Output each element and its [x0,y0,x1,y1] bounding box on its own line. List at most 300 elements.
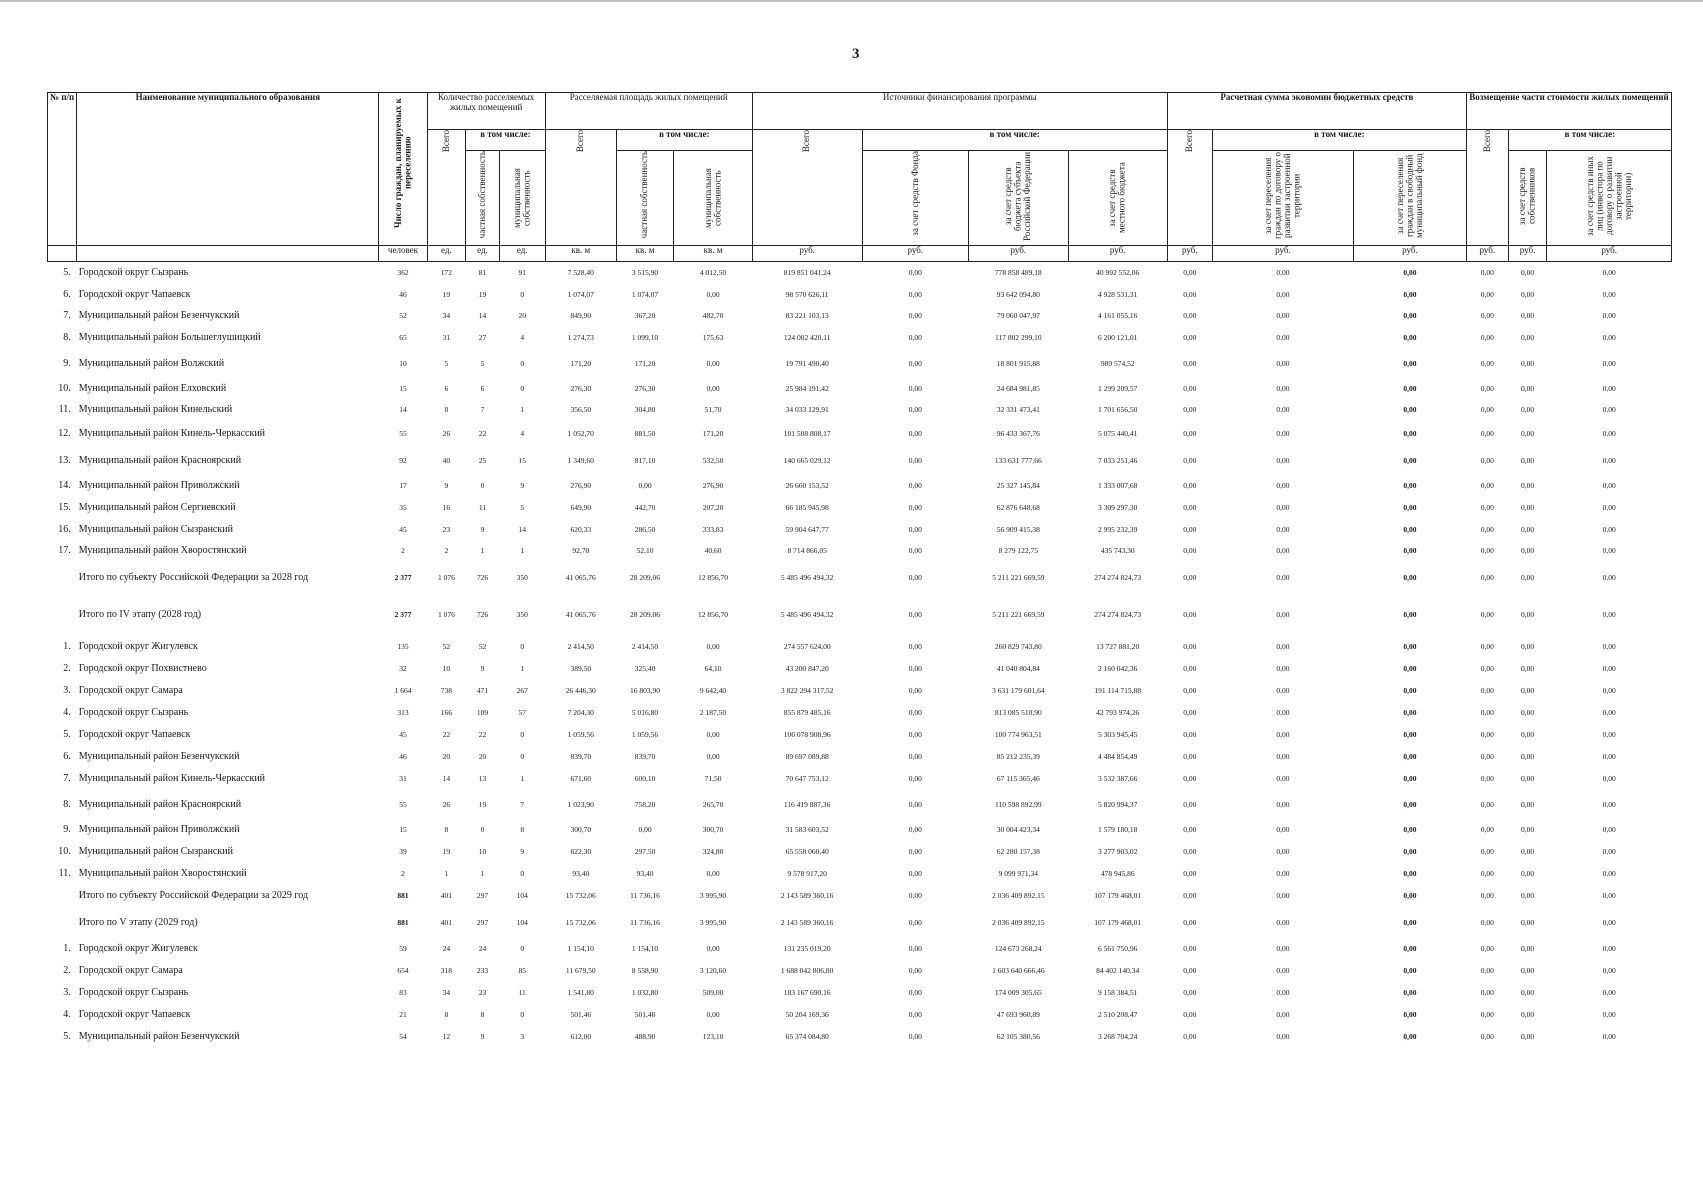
refund-total: 0,00 [1480,988,1494,997]
count-municipal: 5 [520,503,525,512]
finance-total: 1 688 042 806,80 [780,966,834,975]
refund-investors: 0,00 [1602,966,1616,975]
area-municipal: 4 012,50 [699,268,727,278]
row-num: 6. [63,751,71,762]
people-count: 2 377 [394,609,412,619]
refund-owners: 0,00 [1521,1010,1535,1019]
savings-total: 0,00 [1183,311,1197,320]
savings-contract: 0,00 [1276,966,1290,975]
count-total: 8 [444,405,449,414]
refund-owners: 0,00 [1521,289,1535,299]
finance-fund: 0,00 [908,774,922,783]
people-count: 881 [397,890,409,900]
people-count: 10 [399,358,407,368]
area-total: 7 204,30 [567,708,594,717]
header-investors: за счет средств иных лиц (инвестора по договору о развитии застроенной территории) [1547,151,1672,246]
count-total: 1 [444,868,449,878]
finance-total: 140 665 029,12 [783,455,831,465]
area-municipal: 333,83 [702,524,724,534]
savings-free: 0,00 [1403,825,1417,834]
area-municipal: 0,00 [706,642,720,651]
savings-free: 0,00 [1403,503,1417,512]
area-total: 1 541,80 [567,988,594,997]
count-municipal: 57 [518,708,526,717]
header-savings-in-that: в том числе: [1212,130,1466,151]
finance-total: 274 557 624,00 [783,642,831,651]
count-total: 738 [440,686,453,695]
municipality-name: Городской округ Жигулевск [78,641,198,652]
count-private: 27 [478,333,487,342]
people-count: 52 [399,311,407,320]
savings-total: 0,00 [1183,988,1197,997]
header-count-total: Всего [427,130,466,246]
finance-fund: 0,00 [908,572,922,582]
refund-investors: 0,00 [1602,572,1616,582]
count-municipal: 4 [520,333,525,342]
area-municipal: 123,10 [702,1032,724,1041]
row-num: 13. [58,454,71,466]
finance-fund: 0,00 [908,799,922,809]
refund-investors: 0,00 [1602,988,1616,997]
count-private: 24 [478,944,487,953]
area-total: 1 349,60 [567,455,594,465]
area-municipal: 175,63 [702,333,724,342]
people-count: 45 [399,730,407,739]
finance-local: 4 484 854,49 [1098,752,1138,761]
table-row [48,562,1672,593]
refund-owners: 0,00 [1521,988,1535,997]
municipality-name: Муниципальный район Кинель-Черкасский [78,773,266,784]
count-private: 5 [480,358,485,368]
savings-contract: 0,00 [1276,311,1290,320]
people-count: 21 [399,1010,407,1019]
finance-local: 9 158 384,51 [1098,988,1138,997]
header-count-in-that: в том числе: [466,130,545,151]
savings-free: 0,00 [1403,847,1417,856]
header-fund: за счет средств Фонда [862,151,969,246]
count-private: 233 [476,966,489,975]
finance-regional: 24 684 981,85 [996,383,1040,393]
count-total: 10 [442,664,451,673]
header-savings-group: Расчетная сумма экономии бюджетных средств [1167,93,1466,130]
row-num: 10. [58,382,71,394]
refund-total: 0,00 [1480,642,1494,651]
area-total: 276,30 [570,383,592,393]
table-row [48,724,1672,746]
savings-free: 0,00 [1403,572,1417,582]
unit-rub: руб. [1353,246,1466,262]
savings-contract: 0,00 [1276,944,1290,953]
people-count: 881 [397,917,409,927]
savings-contract: 0,00 [1276,664,1290,673]
refund-total: 0,00 [1480,664,1494,673]
count-private: 25 [478,455,487,465]
count-municipal: 0 [520,1010,525,1019]
savings-total: 0,00 [1183,825,1197,834]
refund-investors: 0,00 [1602,868,1616,878]
refund-owners: 0,00 [1521,572,1535,582]
row-num: 8. [63,332,71,343]
row-num: 2. [63,663,71,674]
refund-owners: 0,00 [1521,917,1535,927]
finance-fund: 0,00 [908,825,922,834]
area-municipal: 0,00 [706,752,720,761]
finance-fund: 0,00 [908,890,922,900]
municipality-name: Городской округ Чапаевск [78,1009,191,1020]
area-private: 1 074,07 [631,289,659,299]
header-area-total: Всего [545,130,616,246]
unit-area: кв. м [616,246,674,262]
savings-contract: 0,00 [1276,1032,1290,1041]
finance-regional: 5 211 221 669,59 [992,572,1045,582]
refund-owners: 0,00 [1521,383,1535,393]
savings-free: 0,00 [1403,642,1417,651]
finance-total: 65 558 060,40 [785,847,829,856]
savings-free: 0,00 [1403,1032,1417,1041]
area-total: 1 059,56 [567,730,594,739]
finance-fund: 0,00 [908,1032,922,1041]
refund-investors: 0,00 [1602,609,1616,619]
finance-total: 19 791 490,40 [785,358,829,368]
count-total: 8 [444,1010,449,1019]
finance-total: 43 200 847,20 [785,664,829,673]
count-total: 19 [442,289,451,299]
municipality-name: Городской округ Самара [78,965,183,976]
area-total: 15 732,06 [565,890,596,900]
savings-contract: 0,00 [1276,825,1290,834]
header-resettle-free: за счет переселения граждан в свободный муниципальный фонд [1353,151,1466,246]
refund-owners: 0,00 [1521,609,1535,619]
refund-owners: 0,00 [1521,358,1535,368]
finance-regional: 5 211 221 669,59 [992,609,1045,619]
savings-free: 0,00 [1403,546,1417,555]
savings-total: 0,00 [1183,405,1197,414]
refund-investors: 0,00 [1602,799,1616,809]
table-row [48,421,1672,446]
people-count: 46 [399,752,407,761]
finance-total: 5 485 496 494,32 [780,609,834,619]
count-total: 5 [444,358,449,368]
row-num: 4. [63,707,71,718]
savings-free: 0,00 [1403,428,1417,438]
count-private: 726 [476,572,489,582]
people-count: 65 [399,333,407,342]
table-row [48,262,1672,284]
refund-owners: 0,00 [1521,686,1535,695]
count-municipal: 350 [516,572,528,582]
refund-investors: 0,00 [1602,428,1616,438]
savings-free: 0,00 [1403,686,1417,695]
municipality-name: Городской округ Сызрань [78,707,189,718]
area-private: 0,00 [638,481,652,490]
area-private: 367,20 [634,311,656,320]
header-num: № п/п [48,93,77,246]
finance-local: 5 075 440,41 [1098,428,1138,438]
municipality-name: Городской округ Самара [78,685,183,696]
count-municipal: 350 [516,609,528,619]
count-municipal: 7 [520,799,525,809]
row-num: 16. [58,523,71,535]
row-num: 17. [58,545,71,556]
finance-regional: 30 004 423,34 [996,825,1040,834]
row-num: 9. [63,357,71,369]
area-total: 26 446,30 [565,686,596,695]
row-num: 10. [58,846,71,857]
savings-contract: 0,00 [1276,289,1290,299]
count-private: 1 [480,546,485,555]
header-count-municipal: муниципальная собственность [499,151,545,246]
finance-total: 5 485 496 494,32 [780,572,834,582]
area-total: 649,90 [570,503,592,512]
area-private: 16 803,90 [630,686,661,695]
refund-investors: 0,00 [1602,730,1616,739]
area-municipal: 0,00 [706,944,720,953]
table-row [48,593,1672,636]
savings-free: 0,00 [1403,481,1417,490]
people-count: 654 [397,966,409,975]
finance-total: 59 904 647,77 [785,524,829,534]
savings-free: 0,00 [1403,289,1417,299]
count-municipal: 0 [520,868,525,878]
count-municipal: 0 [520,944,525,953]
table-row [48,841,1672,863]
row-num: 11. [58,867,71,879]
count-total: 1 076 [437,609,455,619]
area-total: 2 414,50 [567,642,594,651]
municipality-name: Муниципальный район Безенчукский [78,751,240,762]
finance-local: 1 333 007,68 [1098,481,1138,490]
savings-contract: 0,00 [1276,546,1290,555]
finance-total: 65 374 084,80 [785,1032,829,1041]
finance-fund: 0,00 [908,503,922,512]
refund-total: 0,00 [1480,546,1494,555]
savings-free: 0,00 [1403,966,1417,975]
finance-local: 3 532 387,66 [1098,774,1138,783]
unit-area: кв. м [674,246,752,262]
refund-owners: 0,00 [1521,1032,1535,1041]
table-row [48,746,1672,768]
count-municipal: 91 [518,268,526,278]
count-private: 9 [480,664,485,673]
table-row [48,349,1672,378]
finance-local: 3 277 903,02 [1098,847,1138,856]
people-count: 83 [399,988,407,997]
refund-investors: 0,00 [1602,311,1616,320]
savings-free: 0,00 [1403,358,1417,368]
area-private: 881,50 [634,428,656,438]
count-total: 40 [442,455,451,465]
table-row [48,768,1672,790]
area-private: 52,10 [636,546,654,555]
header-local: за счет средств местного бюджета [1068,151,1167,246]
people-count: 2 [401,546,405,555]
finance-regional: 117 802 299,10 [995,333,1042,342]
savings-contract: 0,00 [1276,572,1290,582]
area-private: 325,40 [634,664,656,673]
scan-top-border [0,0,1703,2]
refund-total: 0,00 [1480,1010,1494,1019]
people-count: 14 [399,405,407,414]
count-private: 11 [478,503,487,512]
header-count-group: Количество расселяемых жилых помещений [427,93,545,130]
municipality-name: Муниципальный район Хворостянский [78,867,247,879]
finance-total: 66 185 945,98 [785,503,829,512]
refund-owners: 0,00 [1521,825,1535,834]
savings-free: 0,00 [1403,383,1417,393]
count-total: 19 [442,847,451,856]
savings-contract: 0,00 [1276,405,1290,414]
refund-total: 0,00 [1480,686,1494,695]
header-regional: за счет средств бюджета субъекта Российской Федерации [969,151,1068,246]
count-private: 10 [478,847,487,856]
finance-local: 107 179 468,01 [1094,917,1142,927]
savings-total: 0,00 [1183,917,1197,927]
municipality-name: Муниципальный район Сергиевский [78,502,236,513]
refund-total: 0,00 [1480,1032,1494,1041]
savings-free: 0,00 [1403,944,1417,953]
refund-owners: 0,00 [1521,333,1535,342]
savings-free: 0,00 [1403,988,1417,997]
savings-free: 0,00 [1403,333,1417,342]
finance-total: 25 984 191,42 [785,383,829,393]
savings-contract: 0,00 [1276,524,1290,534]
area-total: 92,70 [572,546,590,555]
finance-local: 84 402 140,34 [1096,966,1140,975]
finance-fund: 0,00 [908,988,922,997]
area-municipal: 40,60 [704,546,722,555]
savings-free: 0,00 [1403,708,1417,717]
refund-investors: 0,00 [1602,825,1616,834]
finance-regional: 100 774 963,51 [994,730,1042,739]
savings-contract: 0,00 [1276,799,1290,809]
refund-owners: 0,00 [1521,944,1535,953]
area-total: 389,50 [570,664,592,673]
finance-total: 98 570 626,11 [785,289,829,299]
finance-total: 8 714 866,05 [787,546,827,555]
area-total: 171,20 [570,358,592,368]
finance-total: 116 419 887,36 [783,799,831,809]
finance-fund: 0,00 [908,333,922,342]
finance-total: 819 851 041,24 [783,268,831,278]
unit-num [48,246,77,262]
header-resettle-contract: за счет переселения граждан по договору о развитии застроенной территории [1212,151,1353,246]
finance-local: 5 820 994,37 [1098,799,1138,809]
count-municipal: 104 [516,890,528,900]
row-num: 2. [63,965,71,976]
refund-investors: 0,00 [1602,289,1616,299]
people-count: 32 [399,664,407,673]
count-municipal: 0 [520,730,525,739]
finance-local: 5 303 945,45 [1098,730,1138,739]
area-municipal: 2 187,50 [699,708,727,717]
unit-rub: руб. [1167,246,1212,262]
refund-total: 0,00 [1480,503,1494,512]
area-municipal: 532,50 [702,455,724,465]
finance-regional: 56 909 415,38 [996,524,1040,534]
finance-local: 2 510 208,47 [1098,1010,1138,1019]
area-private: 1 154,10 [631,944,659,953]
finance-total: 2 143 589 360,16 [780,917,834,927]
savings-free: 0,00 [1403,524,1417,534]
unit-people: человек [379,246,427,262]
table-row [48,1026,1672,1048]
header-area-municipal: муниципальная собственность [674,151,752,246]
count-municipal: 20 [518,311,526,320]
refund-owners: 0,00 [1521,752,1535,761]
refund-owners: 0,00 [1521,708,1535,717]
savings-contract: 0,00 [1276,917,1290,927]
refund-total: 0,00 [1480,944,1494,953]
municipality-name: Итого по субъекту Российской Федерации за 2028 год [78,571,309,583]
savings-contract: 0,00 [1276,708,1290,717]
refund-investors: 0,00 [1602,917,1616,927]
savings-total: 0,00 [1183,708,1197,717]
table-row [48,982,1672,1004]
area-municipal: 51,70 [704,405,722,414]
refund-total: 0,00 [1480,524,1494,534]
header-savings-total: Всего [1167,130,1212,246]
count-municipal: 0 [520,289,525,299]
count-private: 1 [480,868,485,878]
area-total: 1 154,10 [567,944,594,953]
count-total: 2 [444,546,449,555]
count-municipal: 104 [516,917,528,927]
refund-total: 0,00 [1480,708,1494,717]
table-row [48,497,1672,519]
header-finance-total: Всего [752,130,862,246]
savings-free: 0,00 [1403,455,1417,465]
savings-free: 0,00 [1403,1010,1417,1019]
savings-free: 0,00 [1403,664,1417,673]
count-private: 22 [478,428,487,438]
count-private: 109 [476,708,489,717]
area-municipal: 0,00 [706,730,720,739]
refund-investors: 0,00 [1602,708,1616,717]
finance-fund: 0,00 [908,708,922,717]
refund-total: 0,00 [1480,311,1494,320]
finance-regional: 2 036 409 892,15 [992,917,1045,927]
area-total: 1 023,90 [567,799,594,809]
table-row [48,863,1672,884]
table-row [48,702,1672,724]
refund-owners: 0,00 [1521,428,1535,438]
count-total: 1 076 [437,572,455,582]
municipality-name: Муниципальный район Кинельский [78,404,233,415]
savings-total: 0,00 [1183,289,1197,299]
area-municipal: 3 120,60 [699,966,727,975]
savings-free: 0,00 [1403,917,1417,927]
refund-owners: 0,00 [1521,455,1535,465]
area-private: 8 558,90 [631,966,659,975]
header-count-private: частная собственность [466,151,499,246]
unit-name [77,246,379,262]
finance-fund: 0,00 [908,268,922,278]
table-row [48,819,1672,841]
unit-items: ед. [499,246,545,262]
refund-investors: 0,00 [1602,1010,1616,1019]
savings-contract: 0,00 [1276,890,1290,900]
savings-free: 0,00 [1403,268,1417,278]
finance-regional: 124 673 268,24 [994,944,1042,953]
finance-fund: 0,00 [908,428,922,438]
count-private: 0 [480,825,485,834]
count-total: 172 [440,268,453,278]
count-private: 19 [478,799,487,809]
area-total: 300,70 [570,825,592,834]
savings-contract: 0,00 [1276,752,1290,761]
count-municipal: 0 [520,383,525,393]
area-total: 1 074,07 [567,289,594,299]
